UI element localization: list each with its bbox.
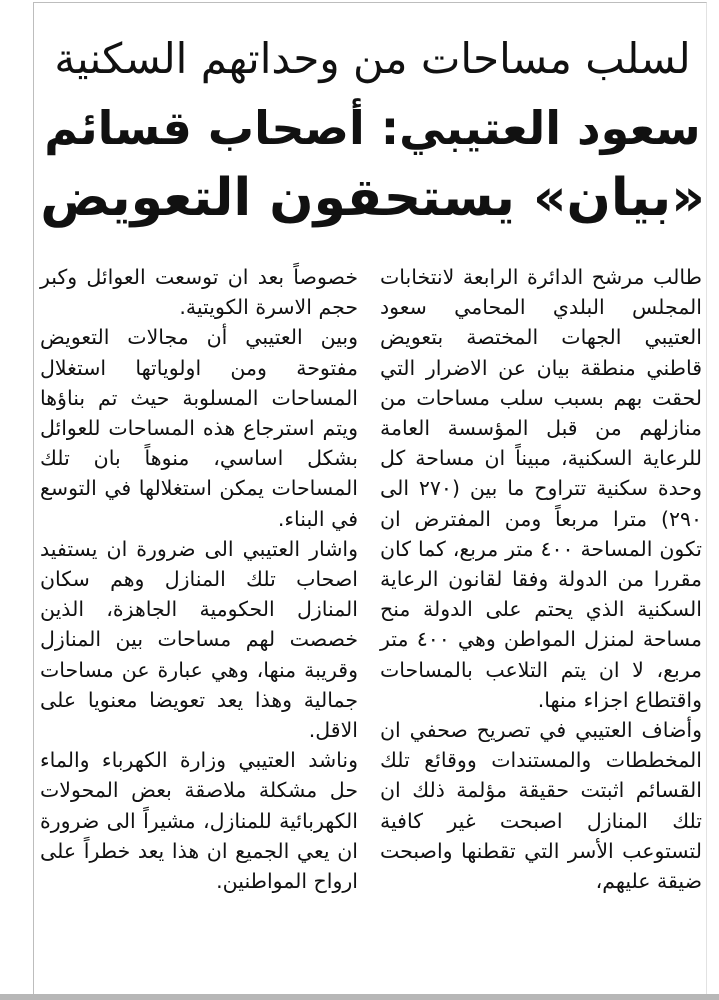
article-kicker: لسلب مساحات من وحداتهم السكنية <box>54 34 691 83</box>
page-bottom-edge <box>0 994 719 1000</box>
paragraph: خصوصاً بعد ان توسعت العوائل وكبر حجم الاسرة الكويتية. <box>40 265 358 320</box>
headline-line-2: «بيان» يستحقون التعويض <box>40 168 705 228</box>
article-column-left <box>40 262 358 896</box>
paragraph: وبين العتيبي أن مجالات التعويض مفتوحة ومن اولوياتها استغلال المساحات المسلوبة حيث تم بناؤها ويتم استرجاع هذه المساحات للعوائل بشكل اساسي، منوهاً بان تلك المساحات يمكن استغلالها في التوسع في البناء. <box>40 325 358 531</box>
article-column-right <box>380 262 702 896</box>
paragraph: طالب مرشح الدائرة الرابعة لانتخابات المجلس البلدي المحامي سعود العتيبي الجهات المختصة بتعويض قاطني منطقة بيان عن الاضرار التي لحقت بهم بسبب سلب مساحات من منازلهم من قبل المؤسسة العامة للرعاية السكنية، مبيناً ان مساحة كل وحدة سكنية تتراوح ما بين (٢٧٠ الى ٢٩٠) مترا مربعاً ومن المفترض ان تكون المساحة ٤٠٠ متر مربع، كما كان مقررا من الدولة وفقا لقانون الرعاية السكنية الذي يحتم على الدولة منح مساحة لمنزل المواطن وهي ٤٠٠ متر مربع، لا ان يتم التلاعب بالمساحات واقتطاع اجزاء منها. <box>380 265 703 712</box>
headline-line-1: سعود العتيبي: أصحاب قسائم <box>44 101 701 155</box>
paragraph: واشار العتيبي الى ضرورة ان يستفيد اصحاب تلك المنازل وهم سكان المنازل الحكومية الجاهزة، الذين خصصت لهم مساحات بين المنازل وقريبة منها، وهي عبارة عن مساحات جمالية وهذا يعد تعويضا معنويا على الاقل. <box>40 536 358 743</box>
paragraph: وناشد العتيبي وزارة الكهرباء والماء حل مشكلة ملاصقة بعض المحولات الكهربائية للمنازل، مشيراً الى ضرورة ان يعي الجميع ان هذا يعد خطراً على ارواح المواطنين. <box>40 748 358 894</box>
paragraph: وأضاف العتيبي في تصريح صحفي ان المخططات والمستندات ووقائع تلك القسائم اثبتت حقيقة مؤلمة ذلك ان تلك المنازل اصبحت غير كافية لتستوعب الأسر التي تقطنها واصبحت ضيقة عليهم، <box>380 718 702 894</box>
